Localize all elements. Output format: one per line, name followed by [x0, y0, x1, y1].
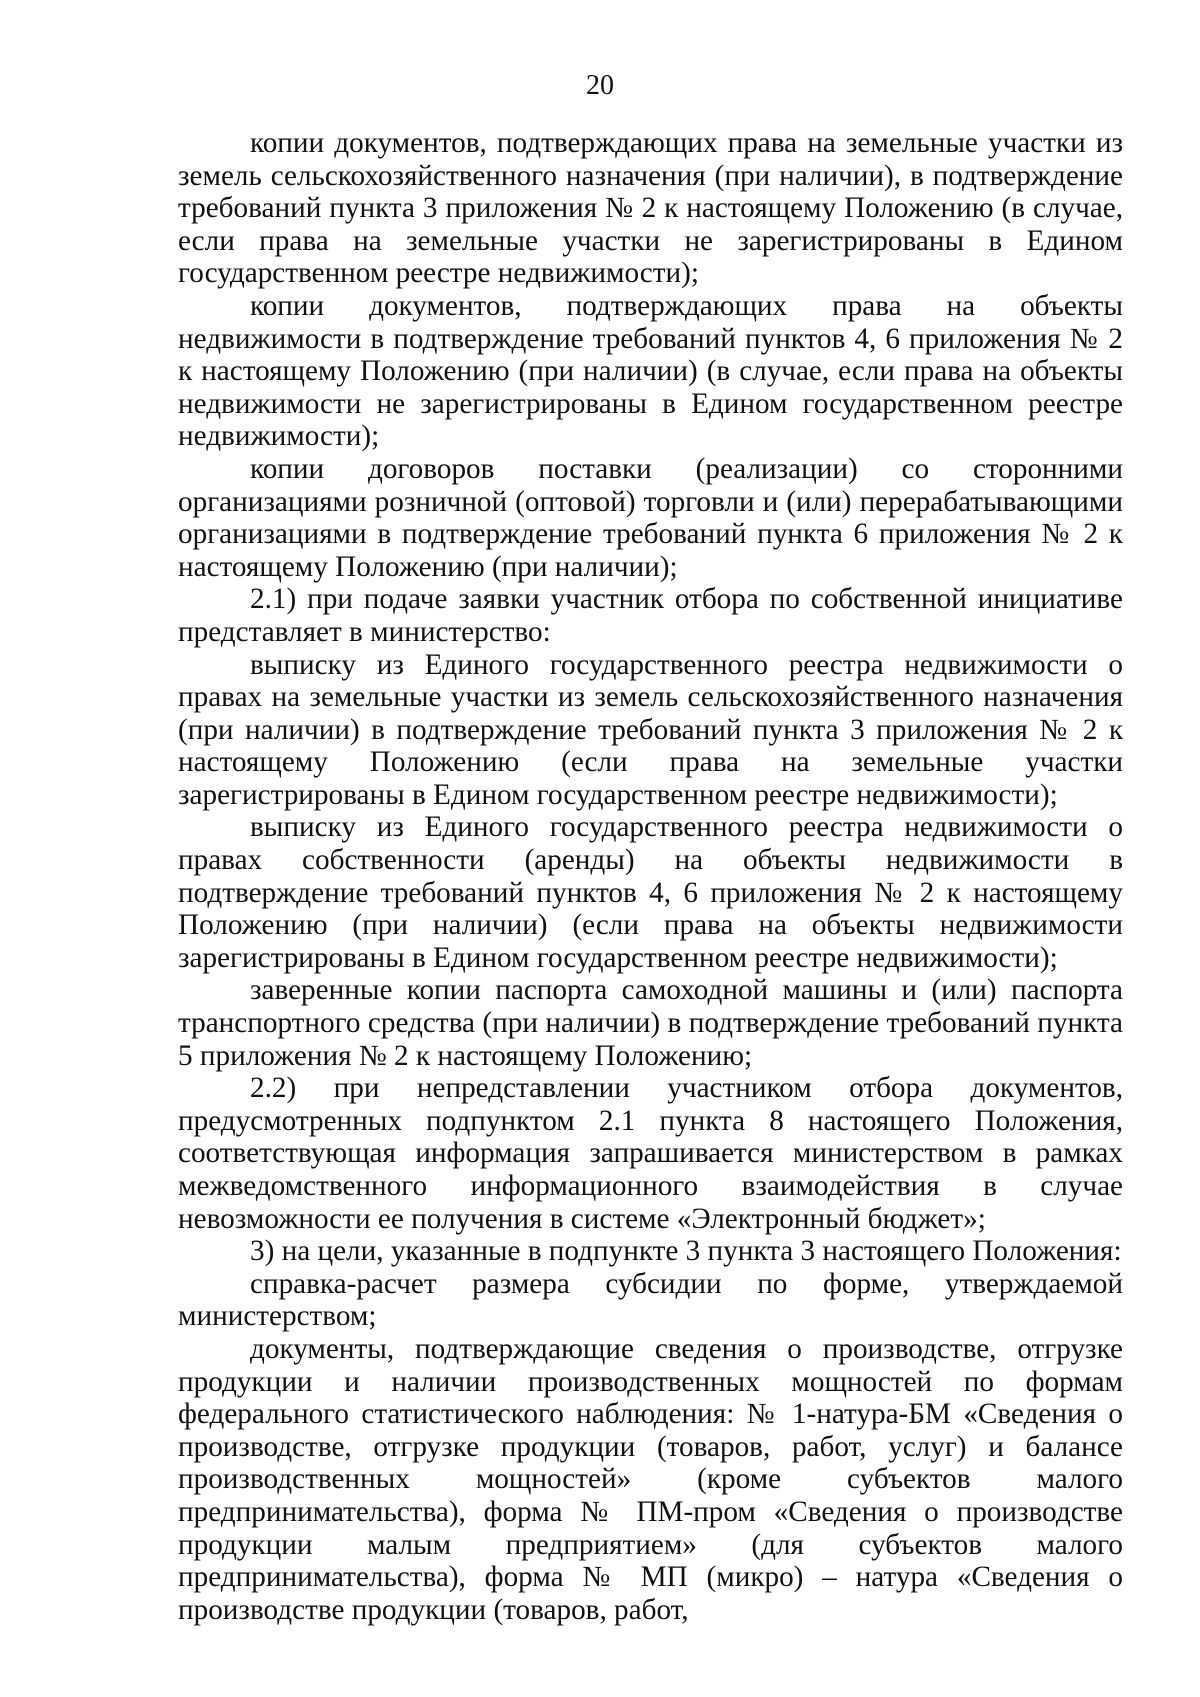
paragraph: 2.2) при непредставлении участником отбора документов, предусмотренных подпунктом 2.1 пункта 8 настоящего Положения, соответствующая информация запрашивается министерством в рамках межведомственного информационного взаимодействия в случае невозможности ее получения в системе «Электронный бюджет»;: [178, 1072, 1123, 1235]
paragraph: выписку из Единого государственного реестра недвижимости о правах собственности (аренды) на объекты недвижимости в подтверждение требований пунктов 4, 6 приложения № 2 к настоящему Положению (при наличии) (если права на объекты недвижимости зарегистрированы в Едином государственном реестре недвижимости);: [178, 811, 1123, 974]
paragraph: справка-расчет размера субсидии по форме, утверждаемой министерством;: [178, 1267, 1123, 1333]
page-number: 20: [586, 70, 614, 101]
paragraph: заверенные копии паспорта самоходной машины и (или) паспорта транспортного средства (при наличии) в подтверждение требований пункта 5 приложения № 2 к настоящему Положению;: [178, 974, 1123, 1072]
paragraph: выписку из Единого государственного реестра недвижимости о правах на земельные участки из земель сельскохозяйственного назначения (при наличии) в подтверждение требований пункта 3 приложения № 2 к настоящему Положению (если права на земельные участки зарегистрированы в Едином государственном реестре недвижимости);: [178, 648, 1123, 811]
paragraph: документы, подтверждающие сведения о производстве, отгрузке продукции и наличии производственных мощностей по формам федерального статистического наблюдения: № 1-натура-БМ «Сведения о производстве, отгрузке продукции (товаров, работ, услуг) и балансе производственных мощностей» (кроме субъектов малого предпринимательства), форма № ПМ-пром «Сведения о производстве продукции малым предприятием» (для субъектов малого предпринимательства), форма № МП (микро) – натура «Сведения о производстве продукции (товаров, работ,: [178, 1332, 1123, 1626]
paragraph: 2.1) при подаче заявки участник отбора по собственной инициативе представляет в министерство:: [178, 583, 1123, 648]
paragraph: 3) на цели, указанные в подпункте 3 пункта 3 настоящего Положения:: [250, 1235, 1122, 1268]
paragraph: копии документов, подтверждающих права на объекты недвижимости в подтверждение требований пунктов 4, 6 приложения № 2 к настоящему Положению (при наличии) (в случае, если права на объекты недвижимости не зарегистрированы в Едином государственном реестре недвижимости);: [178, 289, 1123, 453]
paragraph: копии документов, подтверждающих права на земельные участки из земель сельскохозяйственного назначения (при наличии), в подтверждение требований пункта 3 приложения № 2 к настоящему Положению (в случае, если права на земельные участки не зарегистрированы в Едином государственном реестре недвижимости);: [178, 127, 1123, 290]
paragraph: копии договоров поставки (реализации) со сторонними организациями розничной (оптовой) торговли и (или) перерабатывающими организациями в подтверждение требований пункта 6 приложения № 2 к настоящему Положению (при наличии);: [178, 452, 1123, 583]
document-body: [178, 127, 1123, 1626]
